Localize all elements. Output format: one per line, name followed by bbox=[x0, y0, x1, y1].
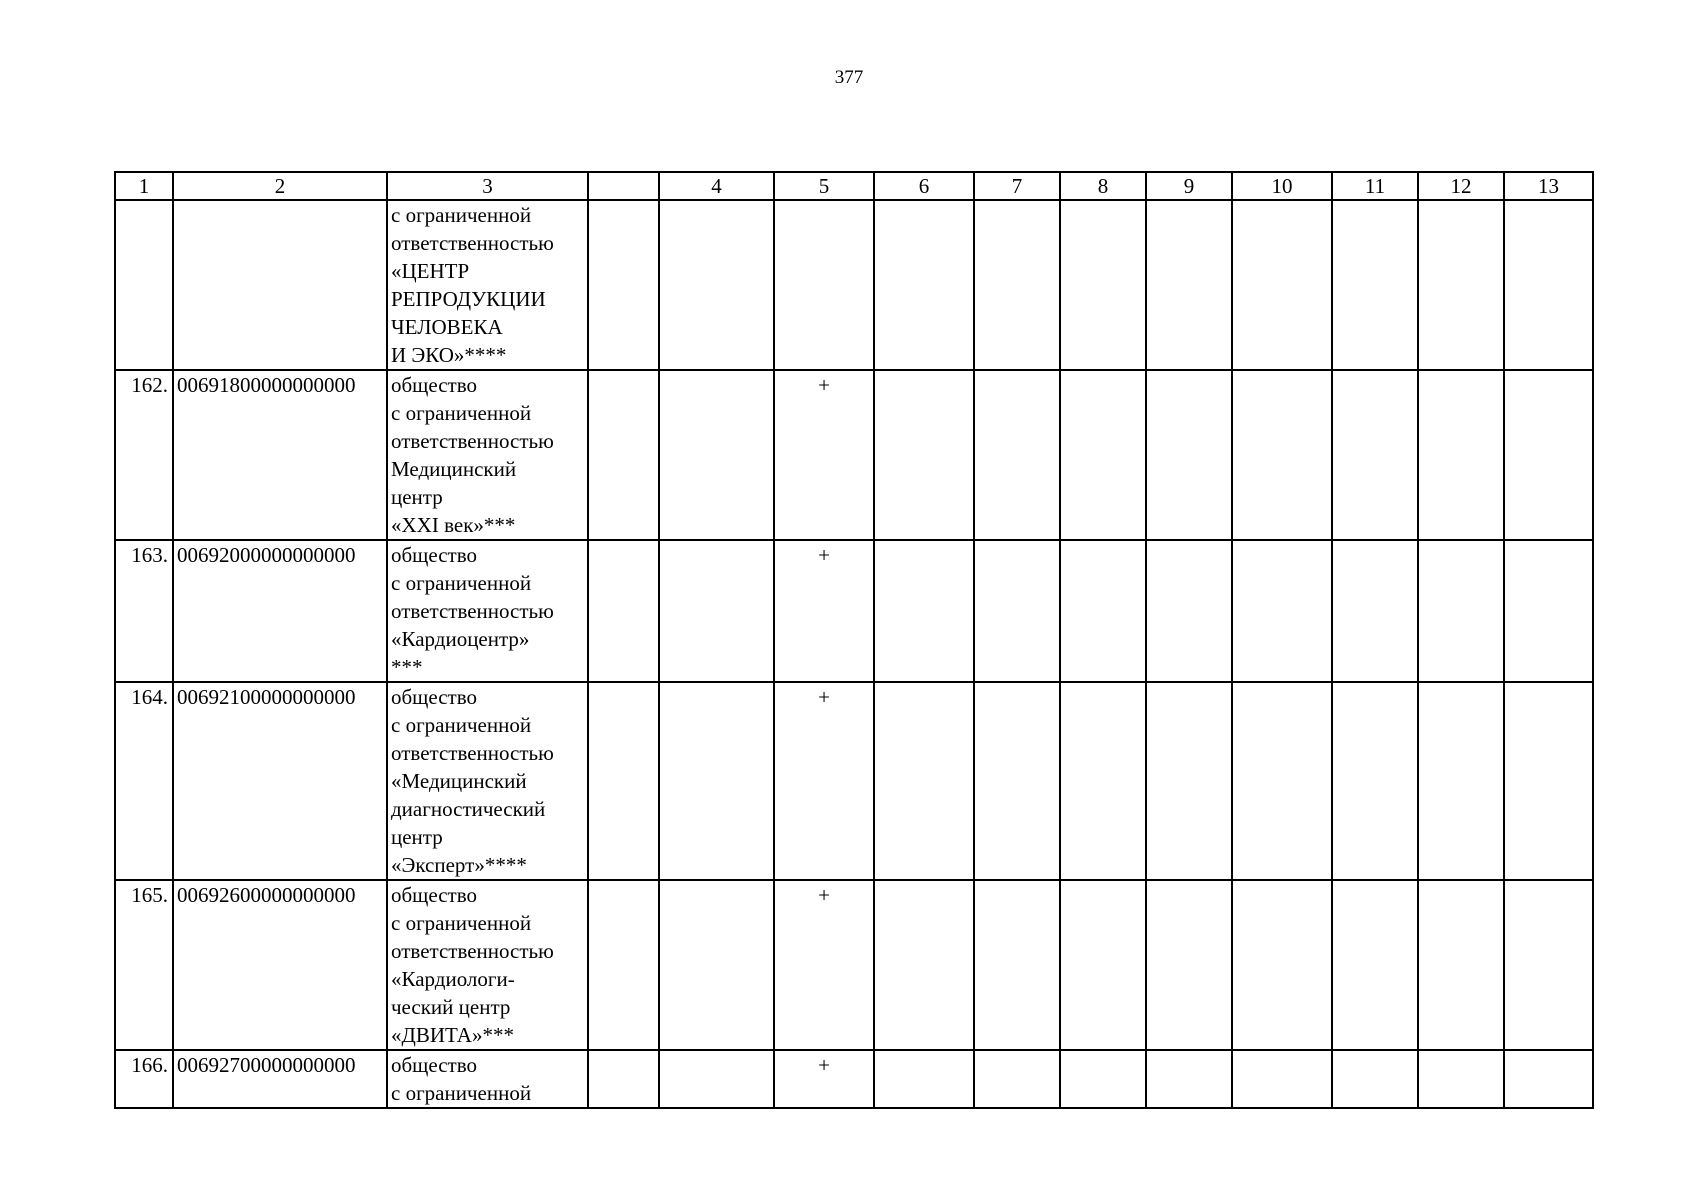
empty-cell bbox=[1060, 1050, 1146, 1108]
column-header: 4 bbox=[659, 172, 774, 200]
empty-cell bbox=[974, 1050, 1060, 1108]
empty-cell bbox=[659, 540, 774, 682]
row-number bbox=[115, 200, 173, 370]
row-col5-mark: + bbox=[774, 540, 874, 682]
empty-cell bbox=[1060, 200, 1146, 370]
empty-cell bbox=[1060, 370, 1146, 540]
empty-cell bbox=[1060, 880, 1146, 1050]
empty-cell bbox=[659, 880, 774, 1050]
empty-cell bbox=[1504, 370, 1593, 540]
empty-cell bbox=[1418, 682, 1504, 880]
row-number: 166. bbox=[115, 1050, 173, 1108]
row-code: 00692600000000000 bbox=[173, 880, 387, 1050]
column-header: 2 bbox=[173, 172, 387, 200]
empty-cell bbox=[1504, 200, 1593, 370]
table-row bbox=[115, 880, 1593, 1050]
empty-cell bbox=[1332, 1050, 1418, 1108]
column-header: 6 bbox=[874, 172, 974, 200]
empty-cell bbox=[1504, 1050, 1593, 1108]
row-number: 165. bbox=[115, 880, 173, 1050]
column-header: 11 bbox=[1332, 172, 1418, 200]
header-row bbox=[115, 172, 1593, 200]
column-header: 8 bbox=[1060, 172, 1146, 200]
row-code: 00692100000000000 bbox=[173, 682, 387, 880]
empty-cell bbox=[659, 1050, 774, 1108]
empty-cell bbox=[1418, 370, 1504, 540]
empty-cell bbox=[1232, 880, 1332, 1050]
empty-cell bbox=[974, 540, 1060, 682]
row-number: 163. bbox=[115, 540, 173, 682]
row-col5-mark: + bbox=[774, 682, 874, 880]
row-organization-name: с ограниченной ответственностью «ЦЕНТР РЕПРОДУКЦИИ ЧЕЛОВЕКА И ЭКО»**** bbox=[387, 200, 588, 370]
column-header: 9 bbox=[1146, 172, 1232, 200]
column-header: 12 bbox=[1418, 172, 1504, 200]
row-code: 00692700000000000 bbox=[173, 1050, 387, 1108]
empty-cell bbox=[1332, 682, 1418, 880]
empty-cell bbox=[874, 880, 974, 1050]
table-row bbox=[115, 682, 1593, 880]
empty-cell bbox=[588, 200, 659, 370]
empty-cell bbox=[874, 370, 974, 540]
empty-cell bbox=[1060, 540, 1146, 682]
row-col5-mark: + bbox=[774, 880, 874, 1050]
row-organization-name: общество с ограниченной ответственностью «Кардиологи- ческий центр «ДВИТА»*** bbox=[387, 880, 588, 1050]
empty-cell bbox=[974, 682, 1060, 880]
row-organization-name: общество с ограниченной ответственностью «Кардиоцентр» *** bbox=[387, 540, 588, 682]
empty-cell bbox=[1146, 200, 1232, 370]
register-table bbox=[114, 171, 1594, 1109]
row-organization-name: общество с ограниченной ответственностью «Медицинский диагностический центр «Эксперт»**** bbox=[387, 682, 588, 880]
empty-cell bbox=[588, 540, 659, 682]
empty-cell bbox=[974, 370, 1060, 540]
empty-cell bbox=[659, 370, 774, 540]
table-row bbox=[115, 1050, 1593, 1108]
empty-cell bbox=[1232, 682, 1332, 880]
table-row bbox=[115, 370, 1593, 540]
empty-cell bbox=[1232, 370, 1332, 540]
empty-cell bbox=[1418, 880, 1504, 1050]
empty-cell bbox=[1232, 1050, 1332, 1108]
empty-cell bbox=[874, 682, 974, 880]
empty-cell bbox=[874, 1050, 974, 1108]
table-row bbox=[115, 540, 1593, 682]
empty-cell bbox=[588, 1050, 659, 1108]
column-header: 1 bbox=[115, 172, 173, 200]
row-col5-mark: + bbox=[774, 370, 874, 540]
empty-cell bbox=[588, 880, 659, 1050]
column-header: 13 bbox=[1504, 172, 1593, 200]
empty-cell bbox=[659, 682, 774, 880]
page-number: 377 bbox=[834, 67, 864, 88]
empty-cell bbox=[874, 540, 974, 682]
empty-cell bbox=[874, 200, 974, 370]
empty-cell bbox=[1504, 682, 1593, 880]
empty-cell bbox=[974, 200, 1060, 370]
empty-cell bbox=[1332, 880, 1418, 1050]
row-number: 162. bbox=[115, 370, 173, 540]
column-header: 3 bbox=[387, 172, 588, 200]
empty-cell bbox=[1418, 540, 1504, 682]
empty-cell bbox=[974, 880, 1060, 1050]
row-code bbox=[173, 200, 387, 370]
row-col5-mark: + bbox=[774, 1050, 874, 1108]
empty-cell bbox=[1146, 880, 1232, 1050]
empty-cell bbox=[1504, 880, 1593, 1050]
column-header bbox=[588, 172, 659, 200]
empty-cell bbox=[1504, 540, 1593, 682]
empty-cell bbox=[588, 682, 659, 880]
empty-cell bbox=[1418, 1050, 1504, 1108]
row-number: 164. bbox=[115, 682, 173, 880]
row-code: 00691800000000000 bbox=[173, 370, 387, 540]
row-organization-name: общество с ограниченной bbox=[387, 1050, 588, 1108]
empty-cell bbox=[1232, 540, 1332, 682]
empty-cell bbox=[1146, 370, 1232, 540]
empty-cell bbox=[1332, 540, 1418, 682]
empty-cell bbox=[1060, 682, 1146, 880]
empty-cell bbox=[1332, 370, 1418, 540]
column-header: 10 bbox=[1232, 172, 1332, 200]
column-header: 5 bbox=[774, 172, 874, 200]
column-header: 7 bbox=[974, 172, 1060, 200]
empty-cell bbox=[1418, 200, 1504, 370]
empty-cell bbox=[1146, 540, 1232, 682]
empty-cell bbox=[1146, 1050, 1232, 1108]
empty-cell bbox=[1332, 200, 1418, 370]
empty-cell bbox=[1232, 200, 1332, 370]
empty-cell bbox=[659, 200, 774, 370]
empty-cell bbox=[588, 370, 659, 540]
empty-cell bbox=[1146, 682, 1232, 880]
row-organization-name: общество с ограниченной ответственностью Медицинский центр «XXI век»*** bbox=[387, 370, 588, 540]
row-code: 00692000000000000 bbox=[173, 540, 387, 682]
table-row bbox=[115, 200, 1593, 370]
row-col5-mark bbox=[774, 200, 874, 370]
